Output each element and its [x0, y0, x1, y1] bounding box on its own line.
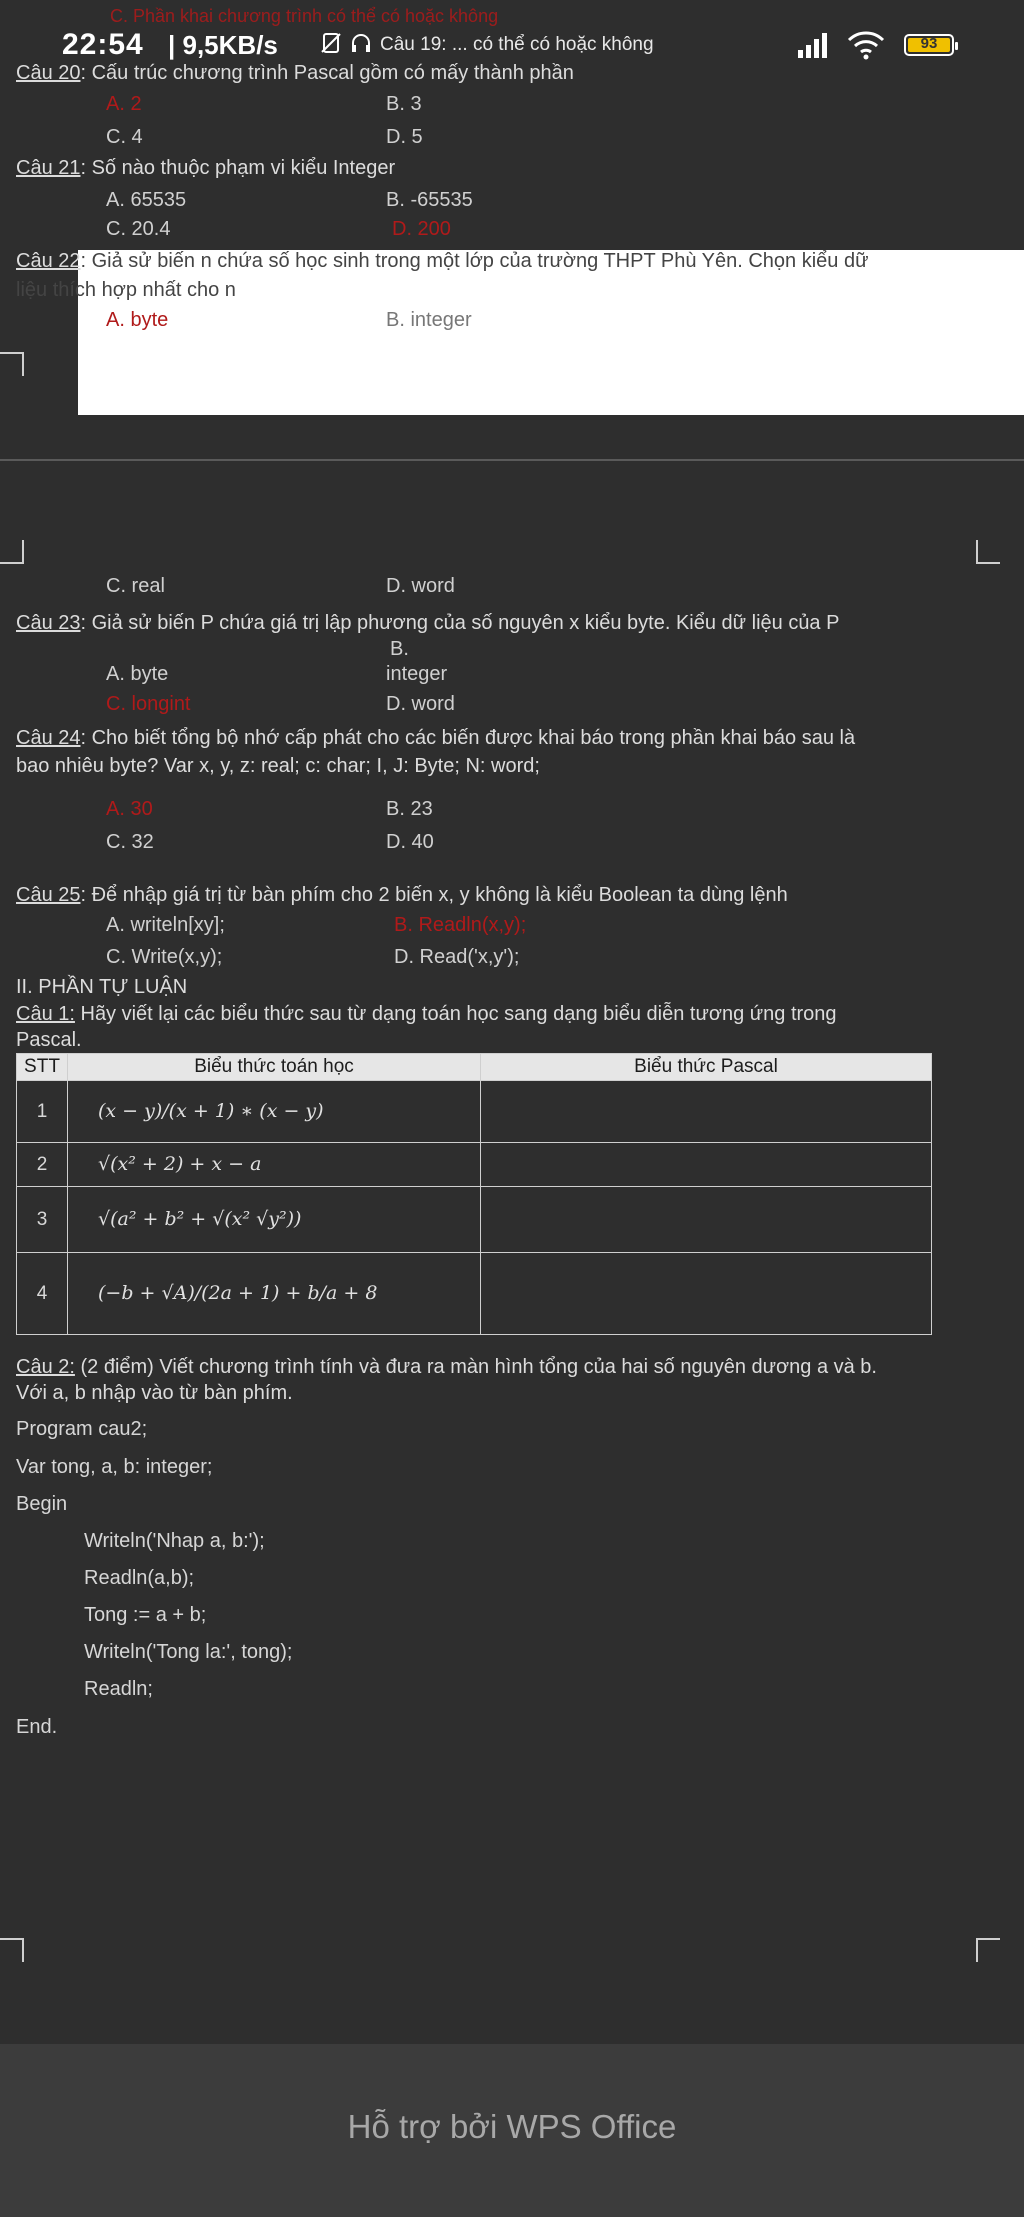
- q23-option-c: C. longint: [106, 693, 191, 715]
- page-corner-mark: [0, 540, 24, 564]
- status-time: 22:54: [62, 28, 144, 61]
- page-overlay-white: [78, 250, 1024, 415]
- row-pascal-expression[interactable]: [481, 1143, 932, 1187]
- q22-option-a: A. byte: [106, 309, 169, 331]
- essay-question-1-line2: Pascal.: [16, 1029, 82, 1051]
- page-corner-mark: [0, 352, 24, 376]
- question-label: Câu 1:: [16, 1003, 75, 1025]
- question-label: Câu 22: [16, 250, 81, 272]
- q23-option-b-text: integer: [386, 663, 448, 685]
- formula-text: (−b + √A)/(2a + 1) + b/a + 8: [98, 1282, 378, 1304]
- question-text: : Cho biết tổng bộ nhớ cấp phát cho các biến được khai báo trong phần khai báo sau là: [80, 727, 856, 749]
- question-label: Câu 25: [16, 884, 81, 906]
- q24-option-b: B. 23: [386, 798, 433, 820]
- question-24-line2: bao nhiêu byte? Var x, y, z: real; c: char; I, J: Byte; N: word;: [16, 755, 540, 777]
- table-row: [17, 1081, 932, 1143]
- question-21: [16, 157, 395, 180]
- battery-icon: [904, 34, 954, 56]
- q20-option-a: A. 2: [106, 93, 142, 115]
- question-text: : Giả sử biến n chứa số học sinh trong một lớp của trường THPT Phù Yên. Chọn kiểu dữ: [80, 250, 869, 272]
- code-line: End.: [16, 1716, 58, 1738]
- status-network-speed: | 9,5KB/s: [168, 30, 278, 60]
- q25-option-d: D. Read('x,y');: [394, 946, 520, 968]
- q23-option-a: A. byte: [106, 663, 169, 685]
- row-math-expression: [68, 1081, 481, 1143]
- row-number: 1: [17, 1081, 68, 1143]
- question-23: [16, 612, 839, 635]
- code-line: Program cau2;: [16, 1418, 148, 1440]
- q20-option-c: C. 4: [106, 126, 143, 148]
- code-line: Writeln('Nhap a, b:');: [84, 1530, 265, 1552]
- row-number: 3: [17, 1187, 68, 1253]
- question-text: : Cấu trúc chương trình Pascal gồm có mấy thành phần: [80, 62, 574, 84]
- question-text: : Số nào thuộc phạm vi kiểu Integer: [80, 157, 396, 179]
- page-corner-mark: [976, 1938, 1000, 1962]
- code-line: Tong := a + b;: [84, 1604, 207, 1626]
- q21-option-c: C. 20.4: [106, 218, 171, 240]
- question-label: Câu 20: [16, 62, 81, 84]
- page-corner-mark: [976, 540, 1000, 564]
- row-math-expression: [68, 1253, 481, 1335]
- signal-icon: [796, 32, 830, 58]
- essay-question-1: [16, 1003, 837, 1026]
- question-text: : Để nhập giá trị từ bàn phím cho 2 biến x, y không là kiểu Boolean ta dùng lệnh: [80, 884, 788, 906]
- q25-option-c: C. Write(x,y);: [106, 946, 223, 968]
- q24-option-c: C. 32: [106, 831, 154, 853]
- q24-option-a: A. 30: [106, 798, 153, 820]
- formula-text: (x − y)/(x + 1) ∗ (x − y): [98, 1100, 324, 1122]
- code-line: Var tong, a, b: integer;: [16, 1456, 213, 1478]
- formula-text: √(x² + 2) + x − a: [98, 1153, 262, 1175]
- headphone-icon: [350, 32, 372, 54]
- essay-question-2: [16, 1356, 877, 1379]
- q22-option-b: B. integer: [386, 309, 472, 331]
- question-text: (2 điểm) Viết chương trình tính và đưa ra màn hình tổng của hai số nguyên dương a và b.: [74, 1356, 877, 1378]
- row-number: 4: [17, 1253, 68, 1335]
- q23-option-b-letter: B.: [390, 638, 409, 660]
- essay-question-2-line2: Với a, b nhập vào từ bàn phím.: [16, 1382, 293, 1404]
- question-25: [16, 884, 788, 907]
- table-header-stt: STT: [17, 1054, 68, 1081]
- battery-level: 93: [920, 35, 938, 52]
- table-header-row: [17, 1054, 932, 1081]
- q23-option-d: D. word: [386, 693, 455, 715]
- row-math-expression: [68, 1187, 481, 1253]
- expression-table: [16, 1053, 932, 1335]
- question-label: Câu 24: [16, 727, 81, 749]
- row-number: 2: [17, 1143, 68, 1187]
- row-math-expression: [68, 1143, 481, 1187]
- table-row: [17, 1187, 932, 1253]
- q25-option-b: B. Readln(x,y);: [394, 914, 527, 936]
- page-corner-mark: [0, 1938, 24, 1962]
- q25-option-a: A. writeln[xy];: [106, 914, 225, 936]
- row-pascal-expression[interactable]: [481, 1081, 932, 1143]
- no-sim-icon: [320, 32, 342, 54]
- row-pascal-expression[interactable]: [481, 1253, 932, 1335]
- q21-option-d: D. 200: [392, 218, 451, 240]
- question-text: : Giả sử biến P chứa giá trị lập phương của số nguyên x kiểu byte. Kiểu dữ liệu của P: [80, 612, 840, 634]
- table-row: [17, 1143, 932, 1187]
- q22-option-d: D. word: [386, 575, 455, 597]
- row-pascal-expression[interactable]: [481, 1187, 932, 1253]
- question-20: [16, 62, 574, 85]
- q24-option-d: D. 40: [386, 831, 434, 853]
- table-header-math: Biểu thức toán học: [68, 1054, 481, 1081]
- status-overlay-text: Câu 19: ... có thể có hoặc không: [380, 34, 654, 55]
- wps-footer: [0, 2044, 1024, 2217]
- question-label: Câu 21: [16, 157, 81, 179]
- code-line: Writeln('Tong la:', tong);: [84, 1641, 293, 1663]
- question-22-line2: liệu thích hợp nhất cho n: [16, 279, 236, 301]
- table-row: [17, 1253, 932, 1335]
- code-line: Readln;: [84, 1678, 153, 1700]
- question-22: [16, 250, 868, 273]
- q20-option-b: B. 3: [386, 93, 422, 115]
- table-header-pascal: Biểu thức Pascal: [481, 1054, 932, 1081]
- formula-text: √(a² + b² + √(x² √y²)): [98, 1208, 302, 1230]
- page-divider: [0, 459, 1024, 461]
- section-heading: II. PHẦN TỰ LUẬN: [16, 976, 188, 998]
- question-label: Câu 23: [16, 612, 81, 634]
- code-line: Begin: [16, 1493, 68, 1515]
- question-text: Hãy viết lại các biểu thức sau từ dạng toán học sang dạng biểu diễn tương ứng trong: [74, 1003, 837, 1025]
- q20-option-d: D. 5: [386, 126, 423, 148]
- wifi-icon: [846, 30, 886, 60]
- partial-answer-line: C. Phần khai chương trình có thể có hoặc không: [110, 6, 499, 26]
- question-24: [16, 727, 855, 750]
- q21-option-b: B. -65535: [386, 189, 473, 211]
- footer-text: Hỗ trợ bởi WPS Office: [347, 2108, 677, 2145]
- question-label: Câu 2:: [16, 1356, 75, 1378]
- q22-option-c: C. real: [106, 575, 165, 597]
- code-line: Readln(a,b);: [84, 1567, 195, 1589]
- q21-option-a: A. 65535: [106, 189, 187, 211]
